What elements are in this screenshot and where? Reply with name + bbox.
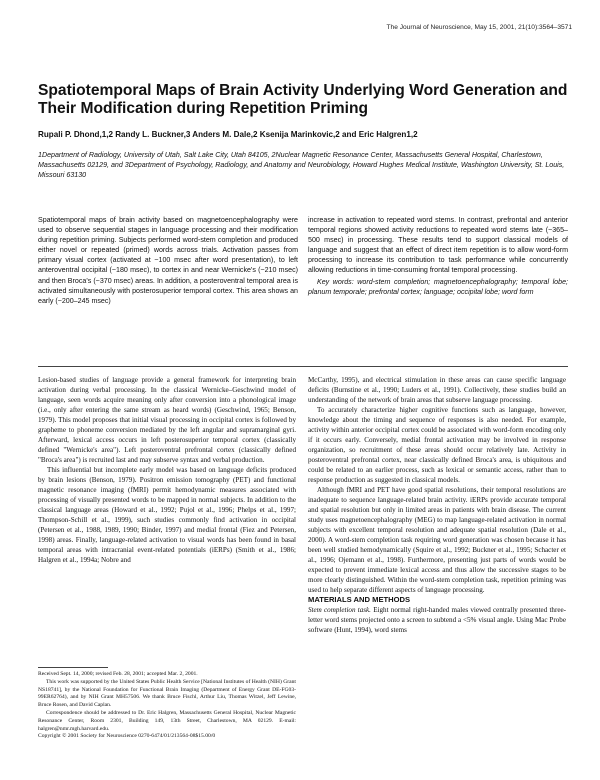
abstract-divider	[38, 366, 568, 367]
affiliations: 1Department of Radiology, University of Utah, Salt Lake City, Utah 84105, 2Nuclear Magnetic Resonance Center, Massachusetts General Hospital, Charlestown, Massachusetts 02129, and 3Department of Psychology, Radiology, and Anatomy and Neurobiology, Howard Hughes Medical Institute, Washington University, St. Louis, Missouri 63130	[38, 151, 565, 179]
body-paragraph: This influential but incomplete early model was based on language deficits produced by brain lesions (Benson, 1979). Positron emission tomography (PET) and functional magnetic resonance imaging (fMRI) permit hemodynamic measures associated with processing of visually presented words to be mapped in normal subjects. In addition to the classical language areas (Howard et al., 1992; Pujol et al., 1996; Phelps et al., 1997; Thompson-Schill et al., 1999), such studies commonly find activation in occipital (Petersen et al., 1988, 1989, 1990; Binder, 1997) and medial frontal (Fiez and Petersen, 1998) areas. Finally, language-related activation to visual words has been found in basal temporal areas with intracranial event-related potentials (iERPs) (Smith et al., 1986; Halgren et al., 1994a; Nobre and	[38, 466, 296, 564]
methods-text: Eight normal right-handed males viewed centrally presented three-letter word stems projected onto a screen to subtend a <5% visual angle. Using Mac Probe software (Hunt, 1994), word stems	[308, 606, 567, 634]
footnote-divider	[38, 667, 108, 668]
methods-paragraph	[308, 605, 566, 635]
keywords-label: Key words:	[317, 277, 354, 286]
abstract-right	[308, 215, 568, 297]
abstract-text-left: Spatiotemporal maps of brain activity based on magnetoencephalography were used to observe sequential stages in language processing and their modification during repetition priming. Subjects performed word-stem completion and produced either novel or repeated (primed) words across trials. Activation passes from primary visual cortex (activated at ~100 msec after word presentation), to left anteroventral occipital (~180 msec), to cortex in and near Wernicke's (~210 msec) and then Broca's (~370 msec) areas. In addition, a posteroventral temporal area is activated simultaneously with posterosuperior temporal cortex. This area shows an early (~200–245 msec)	[38, 216, 298, 305]
footnote-correspondence: Correspondence should be addressed to Dr. Eric Halgren, Massachusetts General Hospital, Nuclear Magnetic Resonance Center, Room 2301, Building 149, 13th Street, Charlestown, MA 02129. E-mail: halgren@nmr.mgh.harvard.edu.	[38, 709, 296, 732]
keywords-list: word-stem completion; magnetoencephalography; temporal lobe; planum temporale; prefrontal cortex; language; occipital lobe; word form	[308, 277, 568, 296]
section-heading: MATERIALS AND METHODS	[308, 595, 411, 604]
body-paragraph: Although fMRI and PET have good spatial resolutions, their temporal resolutions are inadequate to sequence language-related brain activity. iERPs provide accurate temporal and spatial resolution but only in limited areas in patients with brain disease. The current study uses magnetoencephalography (MEG) to map language-related activation in normal subjects with excellent temporal resolution and adequate spatial resolution (Dale et al., 2000). A word-stem completion task requiring word generation was chosen because it has been well studied hemodynamically (Squire et al., 1992; Buckner et al., 1995; Schacter et al., 1996; Ojemann et al., 1998). Furthermore, presenting just parts of words would be expected to prevent immediate lexical access and thus allow the successive stages to be more clearly distinguished. Within the word-stem completion task, repetition priming was used to help separate different aspects of language processing.	[308, 486, 566, 594]
body-paragraph: McCarthy, 1995), and electrical stimulation in these areas can cause specific language deficits (Burnstine et al., 1990; Luders et al., 1991). Collectively, these studies build an understanding of the network of brain areas that subserve language processing.	[308, 376, 566, 404]
author-list: Rupali P. Dhond,1,2 Randy L. Buckner,3 Anders M. Dale,2 Ksenija Marinkovic,2 and Eric Halgren1,2	[38, 130, 418, 139]
body-paragraph: Lesion-based studies of language provide a general framework for interpreting brain activation during verbal processing. In the classical Wernicke–Geschwind model of language, seen words acquire meaning only after conversion into a phonological image (i.e., only after entering the same stream as heard words) (Geschwind, 1965; Benson, 1979). This model proposes that initial visual processing in occipital cortex is followed by grapheme to phoneme conversion mediated by the left angular and supramarginal gyri. Afterward, lexical access occurs in left posterosuperior temporal cortex (classically defined "Wernicke's area"). Left posteroventral prefrontal cortex (classically defined "Broca's area") is recruited last and may subserve syntax and verbal production.	[38, 376, 296, 464]
body-left-column	[38, 375, 296, 565]
footnote-funding: This work was supported by the United States Public Health Service [National Institutes of Health (NIH) Grant NS18741], by the National Foundation for Functional Brain Imaging (Department of Energy Grant DE-FG03-99ER62764), and by NIH Grant MH57506. We thank Bruce Fischl, Arthur Liu, Thomas Witzel, Jeff Lewine, Bruce Rosen, and David Caplan.	[38, 678, 296, 709]
keywords	[308, 277, 568, 297]
footnotes	[38, 671, 296, 741]
footnote-received: Received Sept. 14, 2000; revised Feb. 28, 2001; accepted Mar. 2, 2001.	[38, 671, 198, 677]
footnote-copyright: Copyright © 2001 Society for Neuroscience 0270-6474/01/213564-08$15.00/0	[38, 733, 216, 740]
article-title: Spatiotemporal Maps of Brain Activity Underlying Word Generation and Their Modification during Repetition Priming	[38, 82, 568, 117]
body-right-column	[308, 375, 566, 635]
journal-header: The Journal of Neuroscience, May 15, 2001, 21(10):3564–3571	[386, 24, 572, 31]
abstract-text-right: increase in activation to repeated word stems. In contrast, prefrontal and anterior temporal regions showed activity reductions to repeated word stems late (~365–500 msec) in processing. These results tend to support classical models of language and suggest that an effect of direct item repetition is to allow word-form processing to increase its contribution to task performance while concurrently allowing reductions in time-consuming frontal temporal processing.	[308, 216, 568, 275]
abstract-left	[38, 215, 298, 306]
methods-subheading: Stem completion task.	[308, 606, 371, 614]
body-paragraph: To accurately characterize higher cognitive functions such as language, however, knowledge about the timing and sequence of responses is also needed. For example, activity within anterior occipital cortex could be associated with word-form encoding only if it occurs early. Conversely, medial frontal activation may be involved in response organization, so recruitment of these areas should occur relatively late. Activity in posteroventral prefrontal cortex, near classically defined Broca's area, is ubiquitous and could be related to an earlier process, such as lexical or semantic access, rather than to response production as suggested in classical models.	[308, 406, 566, 484]
